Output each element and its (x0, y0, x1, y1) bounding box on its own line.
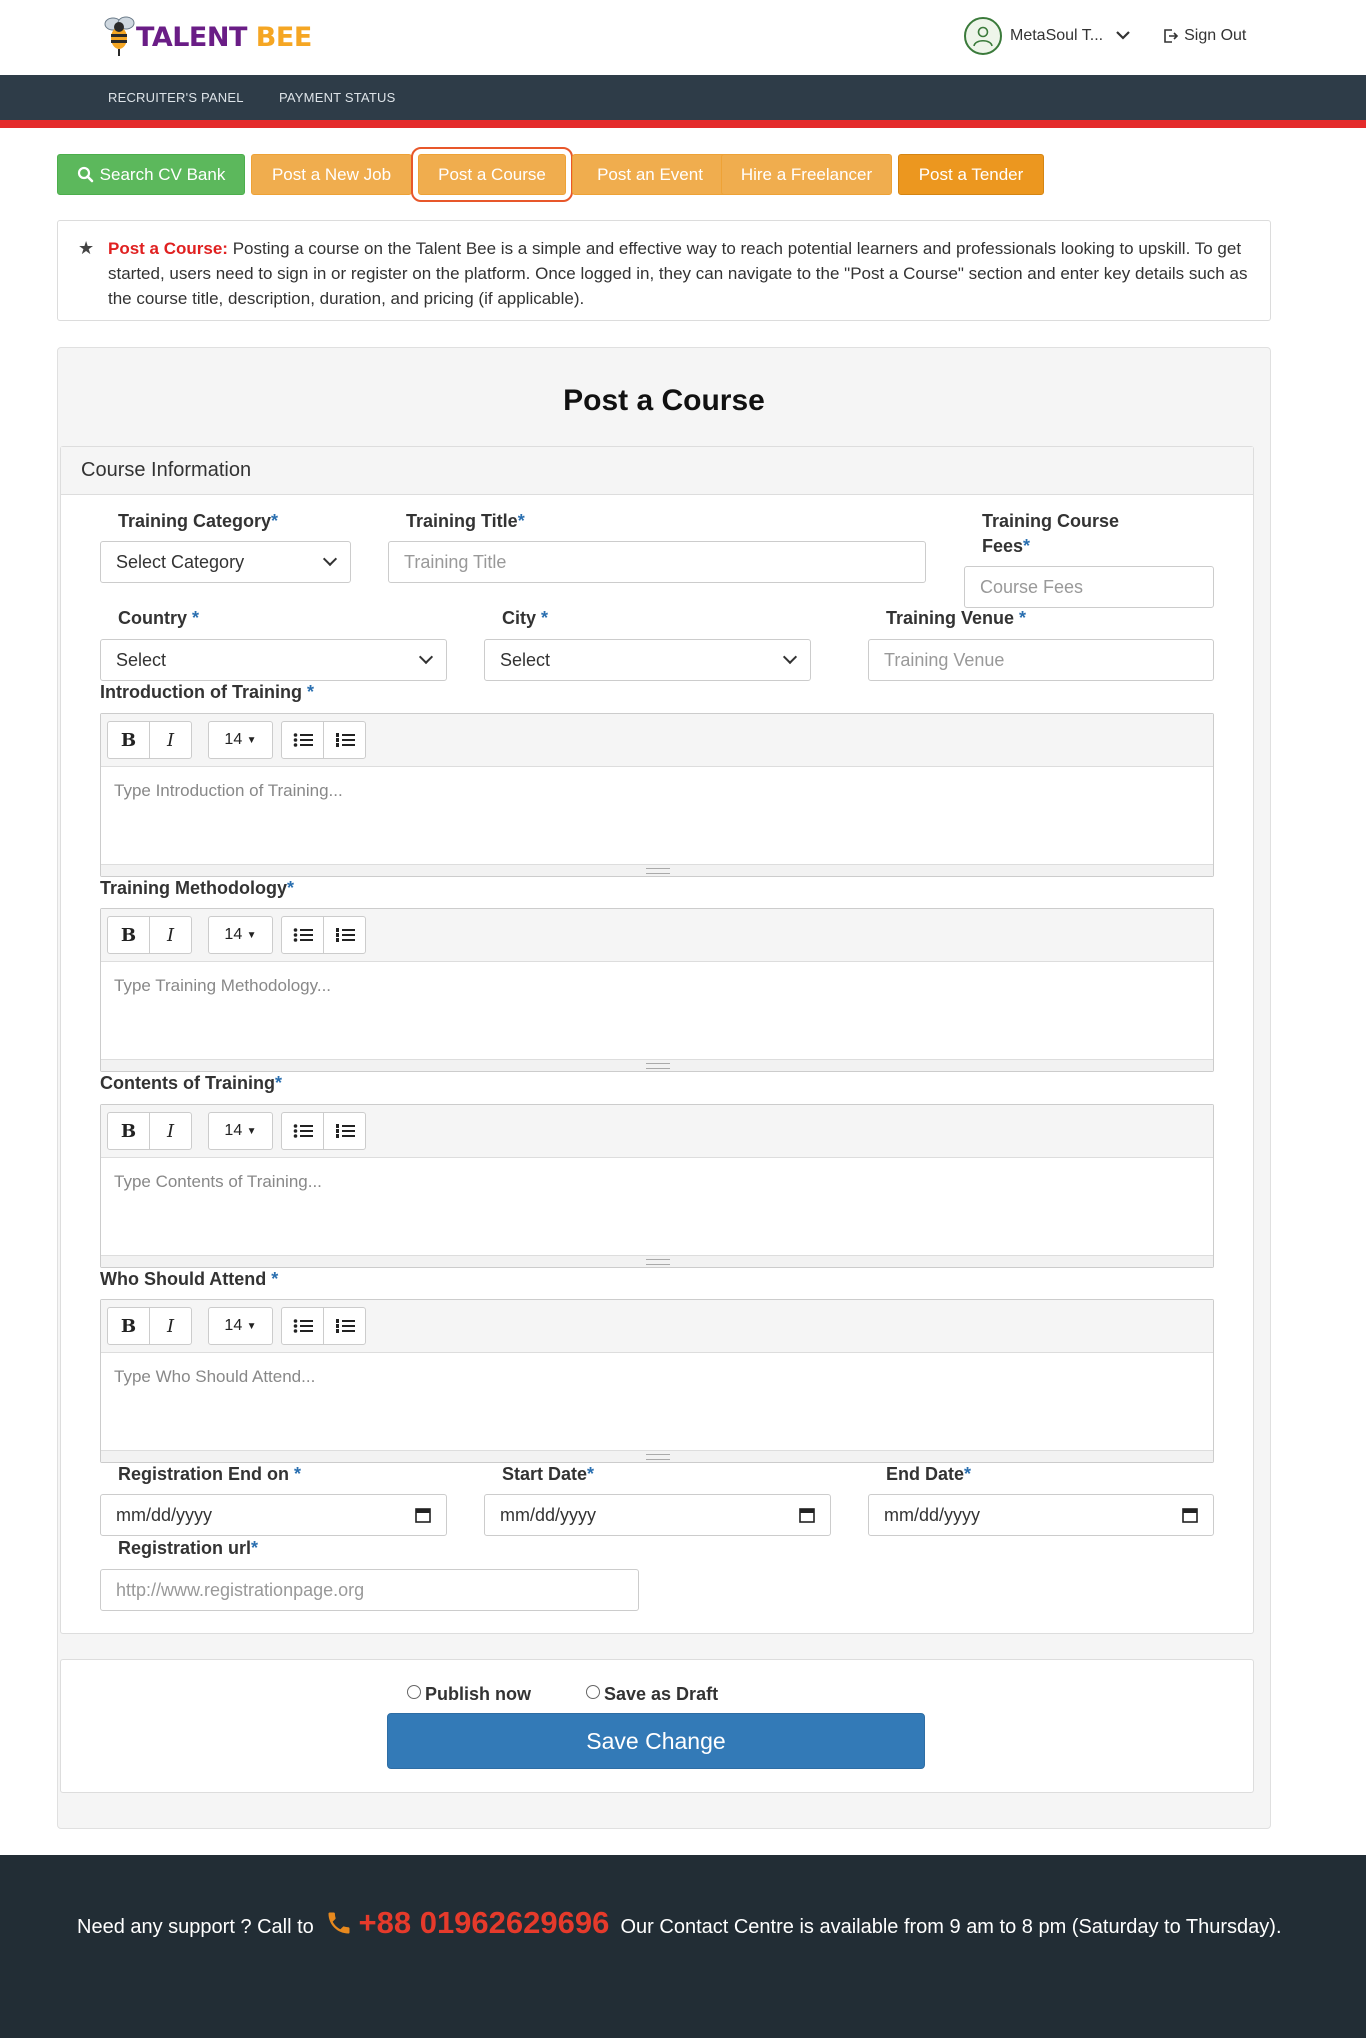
resize-handle[interactable] (101, 1450, 1213, 1462)
course-information-card (60, 446, 1254, 1634)
caret-down-icon: ▼ (246, 1125, 257, 1137)
end-date-label-text: End Date (886, 1464, 965, 1484)
training-venue-label-text: Training Venue (886, 608, 1020, 628)
bee-icon (100, 12, 140, 60)
publish-now-radio[interactable] (407, 1684, 531, 1705)
registration-url-label (118, 1536, 258, 1561)
bullet-list-icon (293, 1318, 313, 1334)
contents-label (100, 1071, 282, 1096)
registration-url-placeholder: http://www.registrationpage.org (116, 1579, 365, 1600)
section-title: Course Information (61, 447, 1253, 495)
sign-out-icon (1163, 28, 1179, 44)
required-asterisk: * (294, 1464, 302, 1484)
contents-label-text: Contents of Training (100, 1073, 275, 1093)
end-date-value: mm/dd/yyyy (884, 1504, 981, 1525)
training-venue-placeholder: Training Venue (884, 649, 1005, 670)
city-label-text: City (502, 608, 542, 628)
star-icon: ★ (78, 238, 95, 258)
font-size-value: 14 (224, 1122, 243, 1139)
italic-button[interactable]: I (149, 916, 192, 954)
required-asterisk: * (1019, 608, 1027, 628)
search-cv-bank-label: Search CV Bank (99, 164, 226, 184)
bullet-list-button[interactable] (281, 721, 324, 759)
main-navbar (0, 75, 1366, 120)
country-label (118, 606, 199, 631)
calendar-icon (1182, 1507, 1198, 1523)
support-prefix: Need any support ? Call to (77, 1916, 314, 1938)
attend-label-text: Who Should Attend (100, 1269, 272, 1289)
bullet-list-button[interactable] (281, 916, 324, 954)
italic-button[interactable]: I (149, 1307, 192, 1345)
city-label (502, 606, 548, 631)
numbered-list-button[interactable] (323, 721, 366, 759)
post-course-panel (57, 347, 1271, 1829)
bold-button[interactable]: B (107, 1307, 150, 1345)
training-category-select[interactable] (100, 541, 351, 583)
numbered-list-icon (335, 732, 355, 748)
avatar[interactable] (964, 17, 1002, 55)
nav-payment-status[interactable]: PAYMENT STATUS (279, 90, 396, 105)
methodology-editor[interactable] (100, 908, 1214, 1072)
start-date-label-text: Start Date (502, 1464, 588, 1484)
resize-handle[interactable] (101, 1255, 1213, 1267)
country-select[interactable] (100, 639, 447, 681)
post-course-button[interactable]: Post a Course (418, 154, 566, 195)
italic-button[interactable]: I (149, 721, 192, 759)
sign-out-label: Sign Out (1184, 27, 1247, 44)
country-value: Select (116, 649, 167, 670)
bold-button[interactable]: B (107, 721, 150, 759)
start-date-input[interactable] (484, 1494, 831, 1536)
font-size-dropdown[interactable] (208, 1112, 273, 1150)
save-draft-label: Save as Draft (604, 1684, 719, 1704)
save-draft-radio[interactable] (586, 1684, 718, 1705)
info-body: Posting a course on the Talent Bee is a simple and effective way to reach potential learners and professionals looking to upskill. To get started, users need to sign in or register on the platform. Once logged in, they can navigate to the "Post a Course" section and enter key details such as the course title, description, duration, and pricing (if applicable). (108, 239, 1248, 308)
search-icon (77, 166, 94, 183)
country-label-text: Country (118, 608, 192, 628)
course-fees-input[interactable] (964, 566, 1214, 608)
course-fees-placeholder: Course Fees (980, 576, 1084, 597)
publish-now-label: Publish now (425, 1684, 531, 1704)
required-asterisk: * (287, 878, 295, 898)
chevron-down-icon[interactable] (1115, 27, 1131, 45)
support-phone-link[interactable]: +88 01962629696 (358, 1905, 610, 1940)
post-tender-button[interactable]: Post a Tender (898, 154, 1044, 195)
bullet-list-button[interactable] (281, 1112, 324, 1150)
calendar-icon (799, 1507, 815, 1523)
font-size-dropdown[interactable] (208, 916, 273, 954)
page-title: Post a Course (563, 384, 765, 417)
font-size-dropdown[interactable] (208, 721, 273, 759)
required-asterisk: * (541, 608, 549, 628)
methodology-placeholder: Type Training Methodology... (114, 976, 332, 995)
attend-editor[interactable] (100, 1299, 1214, 1463)
radio-circle[interactable] (407, 1685, 421, 1699)
footer (0, 1855, 1366, 2038)
font-size-value: 14 (224, 1317, 243, 1334)
training-venue-input[interactable] (868, 639, 1214, 681)
numbered-list-button[interactable] (323, 1112, 366, 1150)
training-title-input[interactable] (388, 541, 926, 583)
user-menu (964, 17, 1246, 55)
training-title-label (406, 509, 525, 534)
caret-down-icon: ▼ (246, 929, 257, 941)
chevron-down-icon (323, 552, 337, 566)
info-text (108, 236, 1258, 311)
user-icon (971, 24, 995, 48)
numbered-list-button[interactable] (323, 916, 366, 954)
training-category-label (118, 509, 278, 534)
bullet-list-icon (293, 927, 313, 943)
caret-down-icon: ▼ (246, 734, 257, 746)
search-cv-bank-button[interactable] (57, 154, 245, 195)
post-event-button[interactable]: Post an Event (572, 154, 728, 195)
registration-end-label-text: Registration End on (118, 1464, 295, 1484)
editor-toolbar (101, 714, 1213, 767)
registration-end-label (118, 1462, 301, 1487)
introduction-label-text: Introduction of Training (100, 682, 307, 702)
hire-freelancer-button[interactable]: Hire a Freelancer (721, 154, 892, 195)
brand-part-2: BEE (255, 21, 312, 53)
calendar-icon (415, 1507, 431, 1523)
required-asterisk: * (517, 511, 525, 531)
numbered-list-icon (335, 927, 355, 943)
save-change-button[interactable]: Save Change (387, 1713, 925, 1769)
publish-card (60, 1659, 1254, 1793)
registration-end-date-value: mm/dd/yyyy (116, 1504, 213, 1525)
chevron-down-icon (783, 650, 797, 664)
registration-url-label-text: Registration url (118, 1538, 252, 1558)
training-title-label-text: Training Title (406, 511, 518, 531)
training-fees-label (982, 509, 1132, 559)
introduction-editor[interactable] (100, 713, 1214, 877)
post-new-job-button[interactable]: Post a New Job (251, 154, 412, 195)
contents-editor[interactable] (100, 1104, 1214, 1268)
bold-button[interactable]: B (107, 916, 150, 954)
radio-circle[interactable] (586, 1685, 600, 1699)
training-venue-label (886, 606, 1026, 631)
required-asterisk: * (271, 1269, 279, 1289)
start-date-label (502, 1462, 594, 1487)
top-header (0, 0, 1366, 75)
font-size-value: 14 (224, 731, 243, 748)
brand-part-1: TALENT (136, 21, 247, 53)
bullet-list-icon (293, 1123, 313, 1139)
phone-icon (325, 1909, 353, 1937)
attend-placeholder: Type Who Should Attend... (114, 1367, 316, 1386)
italic-button[interactable]: I (149, 1112, 192, 1150)
caret-down-icon: ▼ (246, 1320, 257, 1332)
attend-label (100, 1267, 278, 1292)
required-asterisk: * (271, 511, 279, 531)
numbered-list-icon (335, 1318, 355, 1334)
info-box (57, 220, 1271, 321)
introduction-label (100, 680, 314, 705)
contents-placeholder: Type Contents of Training... (114, 1172, 322, 1191)
training-fees-label-text: Training Course Fees (982, 511, 1120, 556)
brand-name (136, 22, 312, 53)
required-asterisk: * (251, 1538, 259, 1558)
end-date-input[interactable] (868, 1494, 1214, 1536)
required-asterisk: * (306, 682, 314, 702)
resize-handle[interactable] (101, 864, 1213, 876)
required-asterisk: * (587, 1464, 595, 1484)
bullet-list-icon (293, 732, 313, 748)
brand-logo[interactable] (100, 12, 312, 60)
training-category-label-text: Training Category (118, 511, 272, 531)
sign-out-link[interactable] (1163, 27, 1246, 45)
accent-divider (0, 120, 1366, 128)
user-name[interactable]: MetaSoul T... (1010, 27, 1104, 44)
nav-recruiters-panel[interactable]: RECRUITER'S PANEL (108, 90, 244, 105)
end-date-label (886, 1462, 971, 1487)
bullet-list-button[interactable] (281, 1307, 324, 1345)
required-asterisk: * (275, 1073, 283, 1093)
resize-handle[interactable] (101, 1059, 1213, 1071)
numbered-list-icon (335, 1123, 355, 1139)
support-suffix: Our Contact Centre is available from 9 am to 8 pm (Saturday to Thursday). (620, 1916, 1282, 1938)
training-category-value: Select Category (116, 551, 245, 572)
chevron-down-icon (419, 650, 433, 664)
city-value: Select (500, 649, 551, 670)
methodology-label-text: Training Methodology (100, 878, 287, 898)
required-asterisk: * (192, 608, 200, 628)
support-text (77, 1907, 1297, 1943)
font-size-dropdown[interactable] (208, 1307, 273, 1345)
methodology-label (100, 876, 294, 901)
required-asterisk: * (1023, 536, 1031, 556)
editor-toolbar (101, 1300, 1213, 1353)
editor-toolbar (101, 909, 1213, 962)
introduction-placeholder: Type Introduction of Training... (114, 781, 343, 800)
start-date-value: mm/dd/yyyy (500, 1504, 597, 1525)
font-size-value: 14 (224, 926, 243, 943)
bold-button[interactable]: B (107, 1112, 150, 1150)
registration-end-date-input[interactable] (100, 1494, 447, 1536)
info-lead: Post a Course: (108, 239, 228, 258)
city-select[interactable] (484, 639, 811, 681)
required-asterisk: * (964, 1464, 972, 1484)
editor-toolbar (101, 1105, 1213, 1158)
registration-url-input[interactable] (100, 1569, 639, 1611)
numbered-list-button[interactable] (323, 1307, 366, 1345)
training-title-placeholder: Training Title (404, 551, 507, 572)
